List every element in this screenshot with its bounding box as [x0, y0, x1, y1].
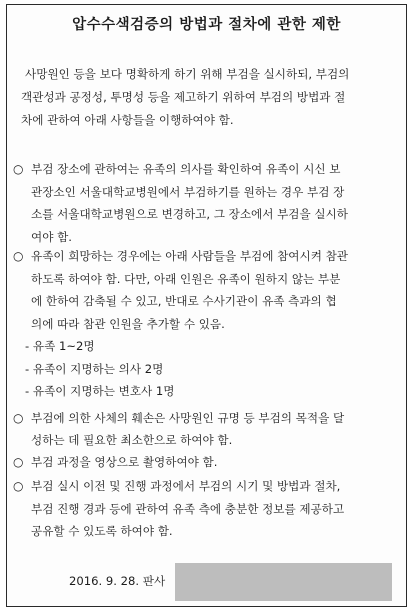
- attendee-line: [13, 380, 403, 403]
- condition-item-1: [13, 158, 403, 248]
- circle-bullet-icon: ○: [13, 479, 24, 493]
- intro-line: 객관성과 공정성, 투명성 등을 제고하기 위하여 부검의 방법과 절: [21, 90, 346, 104]
- attendee-line: [13, 358, 403, 381]
- item-line: 의에 따라 참관 인원을 추가할 수 있음.: [31, 316, 225, 331]
- intro-line: 사망원인 등을 보다 명확하게 하기 위해 부검을 실시하되, 부검의: [25, 67, 350, 81]
- item-line: [13, 451, 403, 473]
- item-line: [13, 245, 403, 268]
- condition-item-3: [13, 407, 403, 451]
- item-line: 공유할 수 있도록 하여야 함.: [31, 524, 173, 538]
- item-line: 하도록 하여야 함. 다만, 아래 인원은 유족이 원하지 않는 부분: [31, 271, 341, 286]
- condition-item-5: [13, 475, 403, 543]
- item-text: 부검 실시 이전 및 진행 과정에서 부검의 시기 및 방법과 절차,: [31, 479, 341, 493]
- circle-bullet-icon: ○: [13, 455, 24, 469]
- item-line: [13, 158, 403, 181]
- signature-date: 2016. 9. 28. 판사: [69, 574, 166, 588]
- condition-item-4: [13, 451, 403, 473]
- item-text: 부검에 의한 사체의 훼손은 사망원인 규명 등 부검의 목적을 달: [31, 411, 345, 425]
- attendee-text: 유족이 지명하는 변호사 1명: [32, 384, 175, 398]
- condition-item-2: [13, 245, 403, 403]
- item-line: [13, 407, 403, 429]
- dash-bullet: -: [25, 384, 30, 398]
- item-text: 부검 과정을 영상으로 촬영하여야 함.: [31, 455, 218, 469]
- dash-bullet: -: [25, 361, 30, 376]
- document-title: 압수수색검증의 방법과 절차에 관한 제한: [72, 17, 341, 33]
- attendee-text: 유족 1~2명: [32, 339, 95, 353]
- item-text: 부검 장소에 관하여는 유족의 의사를 확인하여 유족이 시신 보: [31, 162, 341, 176]
- item-line: 여야 함.: [31, 229, 72, 244]
- item-line: 부검 진행 경과 등에 관하여 유족 측에 충분한 정보를 제공하고: [31, 501, 345, 516]
- dash-bullet: -: [25, 339, 30, 353]
- item-line: 관장소인 서울대학교병원에서 부검하기를 원하는 경우 부검 장: [31, 184, 345, 199]
- circle-bullet-icon: ○: [13, 411, 24, 425]
- intro-line: 차에 관하여 아래 사항들을 이행하여야 함.: [21, 113, 234, 127]
- circle-bullet-icon: ○: [13, 162, 24, 176]
- item-line: 에 한하여 감축될 수 있고, 반대로 수사기관이 유족 측과의 협: [31, 294, 337, 308]
- redaction-box: [175, 563, 392, 601]
- attendee-line: [13, 335, 403, 358]
- attendee-text: 유족이 지명하는 의사 2명: [32, 361, 164, 376]
- circle-bullet-icon: ○: [13, 249, 24, 263]
- item-line: 성하는 데 필요한 최소한으로 하여야 함.: [31, 433, 233, 447]
- item-line: 소를 서울대학교병원으로 변경하고, 그 장소에서 부검을 실시하: [31, 207, 348, 221]
- court-document: [6, 4, 407, 607]
- item-text: 유족이 희망하는 경우에는 아래 사람들을 부검에 참여시켜 참관: [31, 249, 348, 263]
- intro-paragraph: [21, 63, 397, 132]
- item-line: [13, 475, 403, 498]
